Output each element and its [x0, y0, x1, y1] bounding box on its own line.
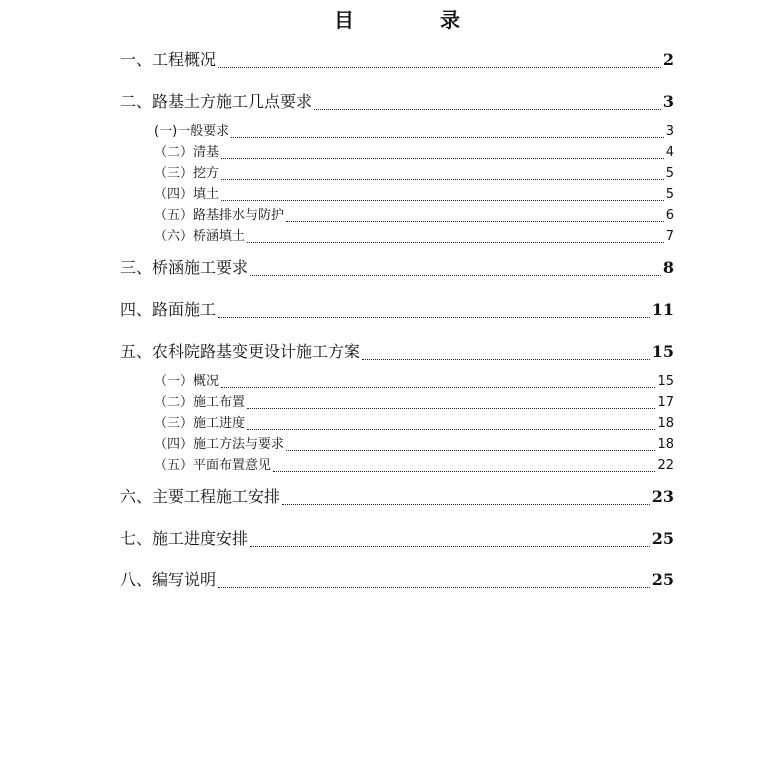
toc-entry-section-6[interactable]: [120, 485, 674, 509]
toc-entry-subsection[interactable]: [154, 206, 674, 226]
dot-leader: [218, 587, 650, 588]
page-title: [0, 6, 780, 34]
toc-page-number: 23: [651, 487, 674, 506]
toc-entry-label: (一)一般要求: [154, 124, 230, 139]
dot-leader: [218, 317, 650, 318]
dot-leader: [247, 408, 655, 409]
toc-entry-label: 二、路基土方施工几点要求: [120, 92, 313, 111]
toc-entry-label: 八、编写说明: [120, 570, 217, 589]
toc-page-number: 18: [657, 416, 674, 431]
toc-entry-section-2[interactable]: [120, 90, 674, 114]
toc-page-number: 15: [651, 342, 674, 361]
dot-leader: [286, 221, 664, 222]
toc-page-number: 15: [657, 374, 674, 389]
toc-page-number: 11: [651, 300, 674, 319]
toc-entry-label: （五）路基排水与防护: [154, 208, 285, 223]
toc-page-number: 17: [657, 395, 674, 410]
toc-entry-label: （五）平面布置意见: [154, 458, 272, 473]
toc-entry-subsection[interactable]: [154, 393, 674, 413]
toc-entry-label: （三）施工进度: [154, 416, 246, 431]
toc-entry-section-8[interactable]: [120, 568, 674, 592]
title-char-2: 录: [440, 8, 460, 32]
toc-page-number: 3: [662, 92, 674, 111]
toc-entry-subsection[interactable]: [154, 164, 674, 184]
toc-page-number: 2: [662, 50, 674, 69]
dot-leader: [250, 546, 650, 547]
toc-entry-subsection[interactable]: [154, 456, 674, 476]
toc-entry-subsection[interactable]: [154, 414, 674, 434]
title-char-1: 目: [334, 8, 354, 32]
toc-page-number: 22: [657, 458, 674, 473]
dot-leader: [250, 275, 661, 276]
dot-leader: [247, 429, 655, 430]
toc-page-number: 6: [665, 208, 674, 223]
toc-entry-subsection[interactable]: [154, 435, 674, 455]
toc-entry-label: 七、施工进度安排: [120, 529, 249, 548]
toc-entry-section-7[interactable]: [120, 527, 674, 551]
toc-page-number: 3: [665, 124, 674, 139]
toc-entry-label: 五、农科院路基变更设计施工方案: [120, 342, 361, 361]
toc-page-number: 25: [651, 529, 674, 548]
toc-entry-section-1[interactable]: [120, 48, 674, 72]
toc-entry-subsection[interactable]: [154, 227, 674, 247]
toc-page-number: 5: [665, 187, 674, 202]
dot-leader: [362, 359, 650, 360]
dot-leader: [273, 471, 655, 472]
toc-entry-section-3[interactable]: [120, 256, 674, 280]
toc-entry-subsection[interactable]: [154, 122, 674, 142]
toc-entry-label: 六、主要工程施工安排: [120, 487, 281, 506]
dot-leader: [221, 200, 664, 201]
toc-entry-label: （二）施工布置: [154, 395, 246, 410]
dot-leader: [221, 158, 664, 159]
toc-page-number: 7: [665, 229, 674, 244]
dot-leader: [314, 109, 661, 110]
toc-entry-label: 一、工程概况: [120, 50, 217, 69]
toc-entry-label: （六）桥涵填土: [154, 229, 246, 244]
toc-page-number: 5: [665, 166, 674, 181]
toc-entry-label: （一）概况: [154, 374, 220, 389]
toc-entry-label: 三、桥涵施工要求: [120, 258, 249, 277]
toc-entry-section-4[interactable]: [120, 298, 674, 322]
toc-page-number: 8: [662, 258, 674, 277]
toc-entry-subsection[interactable]: [154, 372, 674, 392]
dot-leader: [282, 504, 650, 505]
dot-leader: [247, 242, 664, 243]
toc-entry-subsection[interactable]: [154, 143, 674, 163]
toc-entry-label: （二）清基: [154, 145, 220, 160]
dot-leader: [221, 387, 655, 388]
dot-leader: [218, 67, 661, 68]
toc-entry-section-5[interactable]: [120, 340, 674, 364]
toc-entry-subsection[interactable]: [154, 185, 674, 205]
toc-page-number: 4: [665, 145, 674, 160]
toc-page-number: 18: [657, 437, 674, 452]
toc-entry-label: 四、路面施工: [120, 300, 217, 319]
toc-entry-label: （四）施工方法与要求: [154, 437, 285, 452]
toc-entry-label: （三）挖方: [154, 166, 220, 181]
dot-leader: [231, 137, 664, 138]
toc-entry-label: （四）填土: [154, 187, 220, 202]
toc-page-number: 25: [651, 570, 674, 589]
dot-leader: [221, 179, 664, 180]
dot-leader: [286, 450, 655, 451]
